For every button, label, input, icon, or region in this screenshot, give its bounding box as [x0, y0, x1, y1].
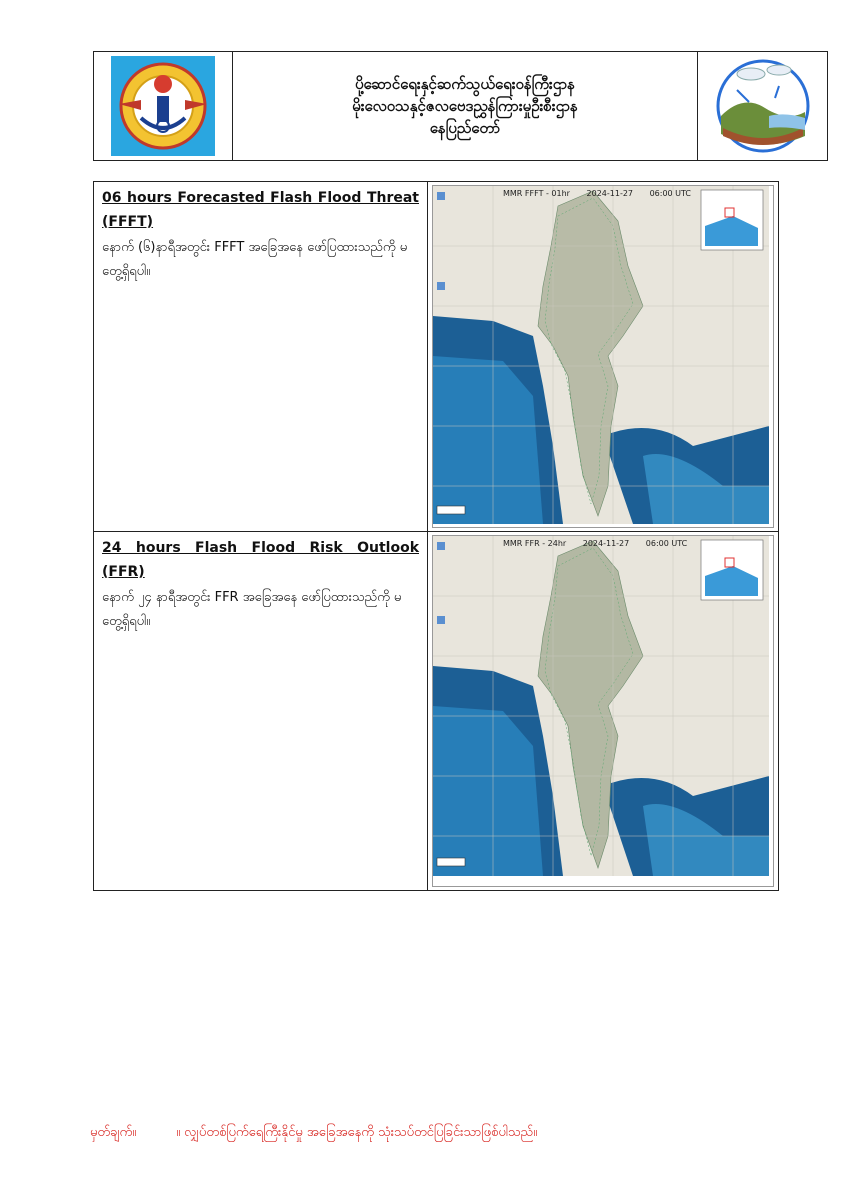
ffft-date: 2024-11-27 [586, 189, 634, 198]
ffft-map-caption [503, 189, 705, 198]
ffft-map-graphic [433, 186, 769, 524]
ffr-heading: 24 hours Flash Flood Risk Outlook (FFR) [102, 540, 419, 580]
footer-note [90, 1124, 537, 1143]
ffft-time: 06:00 UTC [649, 189, 692, 198]
ffr-map-cell [428, 532, 778, 890]
ffr-map-graphic [433, 536, 769, 876]
ministry-logo-icon [111, 56, 215, 156]
city-name: နေပြည်တော် [429, 119, 501, 137]
ffft-product-name: MMR FFFT - 01hr [503, 189, 570, 198]
ministry-name: ပို့ဆောင်ရေးနှင့်ဆက်သွယ်ရေးဝန်ကြီးဌာန [355, 75, 575, 93]
hydrology-cycle-logo-icon [713, 56, 813, 156]
letterhead [93, 51, 828, 161]
footer-text: ။ လျှပ်တစ်ပြက်ရေကြီးနိုင်မှု အခြေအနေကို သုံးသပ်တင်ပြခြင်းသာဖြစ်ပါသည်။ [176, 1125, 538, 1140]
department-name: မိုးလေဝသနှင့်ဇလဗေဒညွှန်ကြားမှုဦးစီးဌာန [352, 97, 578, 115]
ffr-time: 06:00 UTC [645, 539, 688, 548]
ffft-heading: 06 hours Forecasted Flash Flood Threat (FFFT) [102, 190, 419, 230]
department-logo-cell [698, 52, 827, 160]
ffr-date: 2024-11-27 [582, 539, 630, 548]
ffr-map-caption [503, 539, 701, 548]
ffft-text-cell [94, 182, 428, 531]
ffft-description: နောက် (၆)နာရီအတွင်း FFFT အခြေအနေ ဖော်ပြထားသည်ကို မတွေ့ရှိရပါ။ [102, 240, 408, 279]
ffr-description: နောက် ၂၄ နာရီအတွင်း FFR အခြေအနေ ဖော်ပြထားသည်ကို မတွေ့ရှိရပါ။ [102, 590, 402, 629]
letterhead-title [233, 52, 698, 160]
ministry-logo-cell [94, 52, 233, 160]
ffr-product-name: MMR FFR - 24hr [503, 539, 567, 548]
footer-label: မှတ်ချက်။ [90, 1125, 137, 1140]
table-row [94, 182, 778, 532]
ffr-text-cell [94, 532, 428, 890]
ffr-map [432, 535, 774, 887]
ffft-map-cell [428, 182, 778, 531]
ffft-map [432, 185, 774, 528]
table-row [94, 532, 778, 890]
forecast-table [93, 181, 779, 891]
